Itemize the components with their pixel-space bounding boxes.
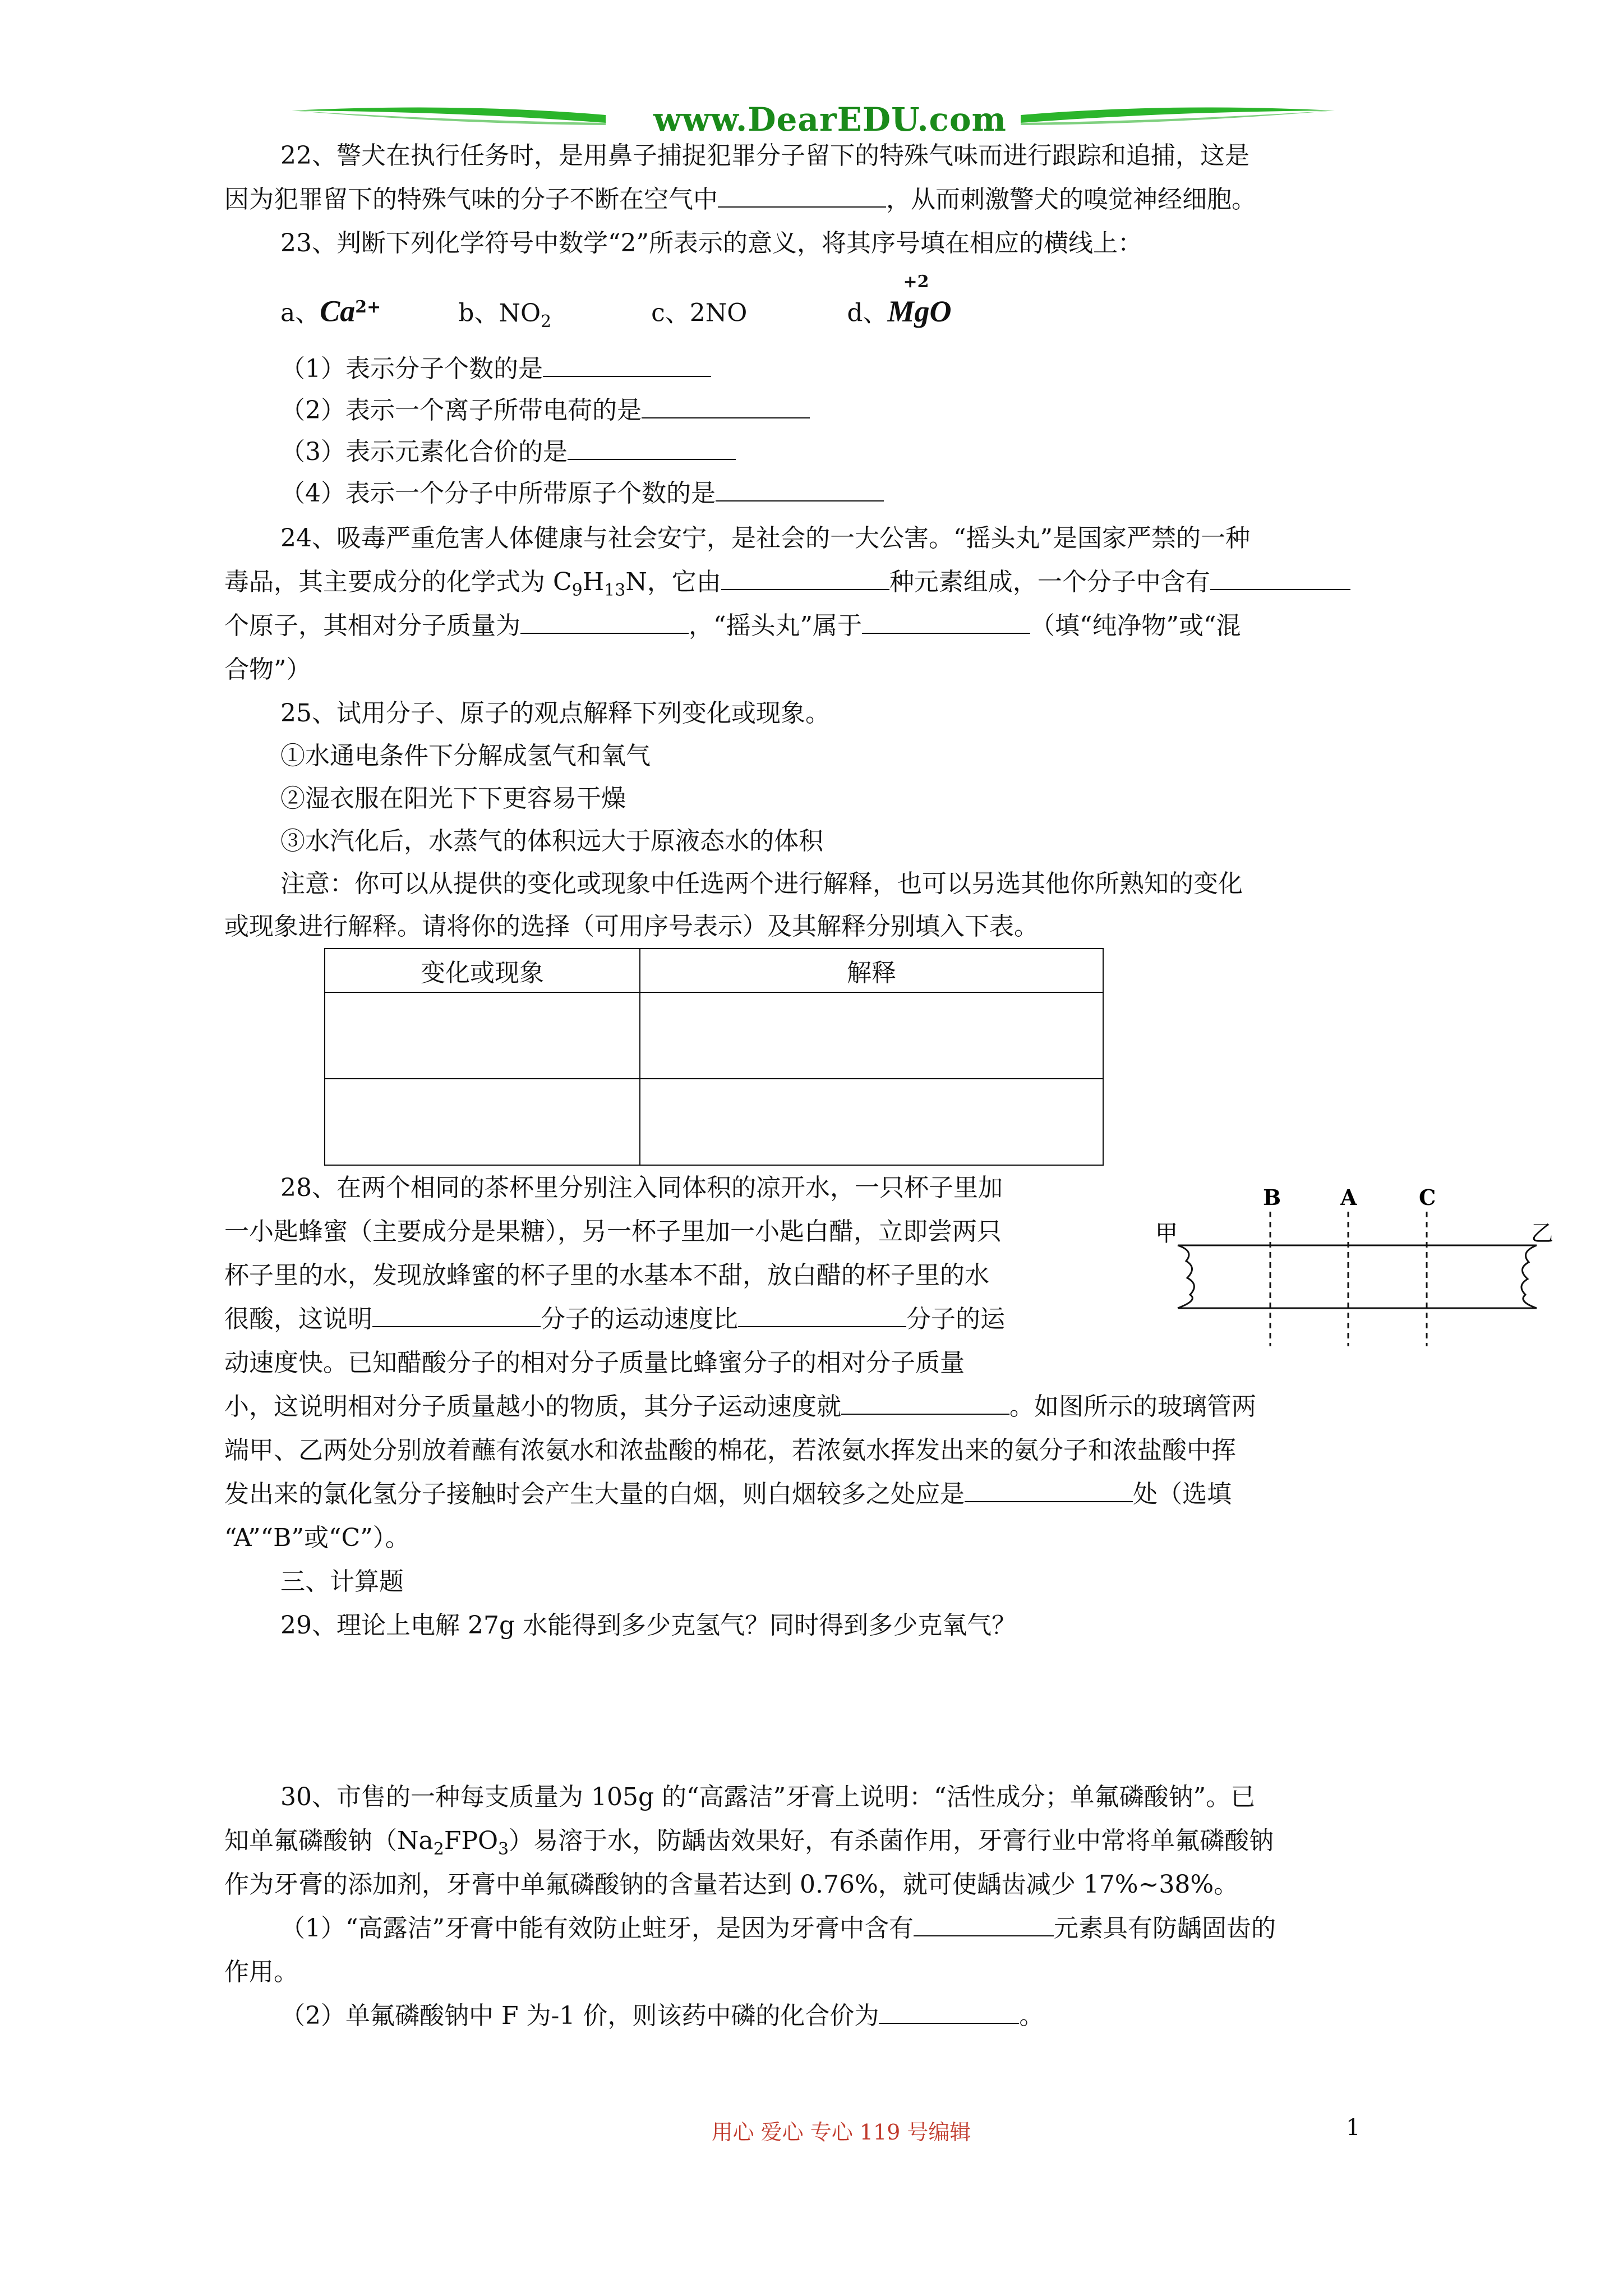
q29-text: 29、理论上电解 27g 水能得到多少克氢气？同时得到多少克氧气？	[280, 1611, 1017, 1640]
q28-line4: 很酸，这说明 分子的运动速度比 分子的运	[224, 1305, 1005, 1333]
q25-item3: ③水汽化后，水蒸气的体积远大于原液态水的体积	[280, 827, 823, 855]
glass-tube-diagram	[1155, 1178, 1559, 1360]
q30-blank1[interactable]	[914, 1914, 1054, 1936]
q28-blank3[interactable]	[841, 1392, 1009, 1415]
q24-line3: 个原子，其相对分子质量为 ，“摇头丸”属于 （填“纯净物”或“混	[224, 611, 1241, 640]
q25-item2: ②湿衣服在阳光下下更容易干燥	[280, 784, 626, 813]
site-name: www.DearEDU.com	[653, 100, 1007, 139]
table-cell[interactable]	[325, 1079, 640, 1165]
q30-blank2[interactable]	[879, 2001, 1019, 2024]
table-cell[interactable]	[325, 992, 640, 1079]
q28-line2: 一小匙蜂蜜（主要成分是果糖），另一杯子里加一小匙白醋，立即尝两只	[224, 1217, 1002, 1246]
label-jia: 甲	[1155, 1221, 1178, 1246]
table-header-phenomenon: 变化或现象	[325, 949, 640, 992]
footer-editor-note: 用心 爱心 专心 119 号编辑	[711, 2120, 971, 2145]
q28-blank4[interactable]	[965, 1480, 1133, 1502]
q28-blank2[interactable]	[738, 1305, 906, 1327]
q23-blank4[interactable]	[716, 479, 884, 501]
q30-line1: 30、市售的一种每支质量为 105g 的“高露洁”牙膏上说明：“活性成分；单氟磷酸钠”。已	[280, 1783, 1256, 1811]
q24-blank1[interactable]	[721, 568, 889, 590]
q23-sub1: （1）表示分子个数的是	[280, 353, 711, 385]
q23-blank1[interactable]	[543, 355, 711, 377]
chem-ca-ion: Ca	[320, 294, 356, 328]
q24-blank4[interactable]	[862, 611, 1030, 634]
q28-line1: 28、在两个相同的茶杯里分别注入同体积的凉开水，一只杯子里加	[280, 1174, 1003, 1202]
label-yi: 乙	[1531, 1221, 1553, 1246]
q24-blank2[interactable]	[1210, 568, 1350, 590]
q30-line3: 作为牙膏的添加剂，牙膏中单氟磷酸钠的含量若达到 0.76%，就可使龋齿减少 17%~38%。	[224, 1870, 1239, 1899]
label-b: B	[1263, 1185, 1281, 1210]
table-header-explanation: 解释	[640, 949, 1103, 992]
q23-sub4: （4）表示一个分子中所带原子个数的是	[280, 478, 884, 509]
q24-line2: 毒品，其主要成分的化学式为 $C_9H_{13}N$，它由 种元素组成，一个分子中含有	[224, 567, 1350, 606]
q23-blank2[interactable]	[642, 396, 810, 418]
q25-note1: 注意：你可以从提供的变化或现象中任选两个进行解释，也可以另选其他你所熟知的变化	[280, 869, 1243, 898]
chem-2no: c、2NO	[651, 298, 748, 328]
q23-intro: 23、判断下列化学符号中数学“2”所表示的意义，将其序号填在相应的横线上：	[280, 229, 1142, 257]
q28-line8: 发出来的氯化氢分子接触时会产生大量的白烟，则白烟较多之处应是 处（选填	[224, 1480, 1232, 1508]
q23-sub2: （2）表示一个离子所带电荷的是	[280, 395, 810, 426]
section-title: 三、计算题	[280, 1567, 404, 1596]
q30-line2: 知单氟磷酸钠$(Na_2FPO_3)$易溶于水，防龋齿效果好，有杀菌作用，牙膏行业中常将单氟磷酸钠	[224, 1826, 1274, 1859]
label-a: A	[1340, 1185, 1357, 1210]
q25-note2: 或现象进行解释。请将你的选择（可用序号表示）及其解释分别填入下表。	[224, 912, 1039, 941]
q30-sub2: （2）单氟磷酸钠中 F 为-1 价，则该药中磷的化合价为 。	[280, 2001, 1044, 2030]
q22-line2: 因为犯罪留下的特殊气味的分子不断在空气中 ，从而刺激警犬的嗅觉神经细胞。	[224, 185, 1256, 214]
q23-options: a、$Ca^{2+}$ b、$NO_2$ c、2NO d、 +2 MgO	[280, 272, 952, 332]
q28-line6: 小，这说明相对分子质量越小的物质，其分子运动速度就 。如图所示的玻璃管两	[224, 1392, 1256, 1421]
q25-answer-table	[324, 948, 1104, 1166]
q24-blank3[interactable]	[520, 611, 689, 634]
table-cell[interactable]	[640, 992, 1103, 1079]
q22-line1: 22、警犬在执行任务时，是用鼻子捕捉犯罪分子留下的特殊气味而进行跟踪和追捕，这是	[280, 141, 1249, 170]
q22-answer-blank[interactable]	[718, 185, 886, 208]
q25-item1: ①水通电条件下分解成氢气和氧气	[280, 742, 651, 770]
site-header	[292, 98, 1335, 143]
q25-intro: 25、试用分子、原子的观点解释下列变化或现象。	[280, 699, 830, 728]
q28-line3: 杯子里的水，发现放蜂蜜的杯子里的水基本不甜，放白醋的杯子里的水	[224, 1261, 989, 1290]
chem-mgo: +2 MgO	[887, 272, 952, 328]
q23-blank3[interactable]	[568, 438, 736, 460]
q28-line7: 端甲、乙两处分别放着蘸有浓氨水和浓盐酸的棉花，若浓氨水挥发出来的氨分子和浓盐酸中挥	[224, 1436, 1236, 1465]
q30-sub1: （1）“高露洁”牙膏中能有效防止蛀牙，是因为牙膏中含有 元素具有防龋固齿的	[280, 1914, 1276, 1943]
q23-sub3: （3）表示元素化合价的是	[280, 436, 736, 468]
q28-line9: “A”“B”或“C”）。	[224, 1524, 410, 1552]
q28-line5: 动速度快。已知醋酸分子的相对分子质量比蜂蜜分子的相对分子质量	[224, 1349, 965, 1377]
q24-line4: 合物”）	[224, 655, 311, 684]
q28-blank1[interactable]	[372, 1305, 541, 1327]
label-c: C	[1419, 1185, 1436, 1210]
table-row	[325, 1079, 1103, 1165]
table-row	[325, 992, 1103, 1079]
page-number: 1	[1346, 2115, 1361, 2141]
table-cell[interactable]	[640, 1079, 1103, 1165]
q24-line1: 24、吸毒严重危害人体健康与社会安宁，是社会的一大公害。“摇头丸”是国家严禁的一种	[280, 524, 1250, 553]
chem-no2: $NO_2$	[499, 298, 552, 332]
q30-sub1-cont: 作用。	[224, 1958, 298, 1986]
